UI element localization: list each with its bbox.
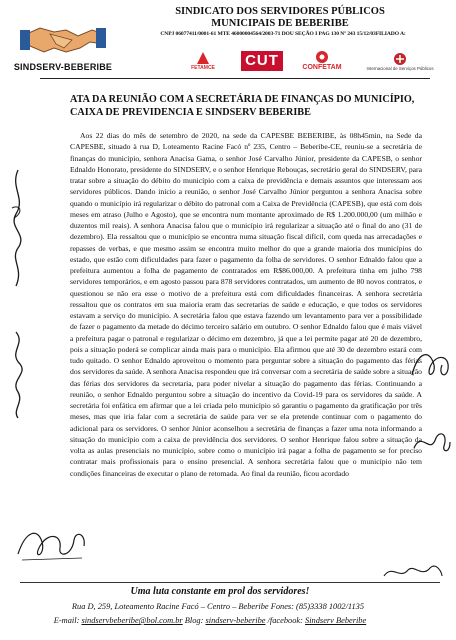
cut-label: CUT	[241, 51, 283, 71]
header-divider	[40, 78, 430, 79]
blog-label: Blog:	[182, 616, 206, 625]
email-label: E-mail:	[53, 616, 82, 625]
document-title: ATA DA REUNIÃO COM A SECRETÁRIA DE FINANÇAS DO MUNICÍPIO, CAIXA DE PREVIDENCIA E SINDSERV BEBERIBE	[70, 94, 415, 118]
organization-title-line-1: SINDICATO DOS SERVIDORES PÚBLICOS	[175, 6, 385, 17]
handshake-icon	[20, 18, 106, 60]
organization-title-line-2: MUNICIPAIS DE BEBERIBE	[211, 18, 349, 29]
logo-text: SINDSERV-BEBERIBE	[13, 62, 113, 72]
confetam-logo	[292, 41, 352, 71]
email-link[interactable]: sindservbeberibe@bol.com.br	[81, 616, 183, 625]
fetamce-label: FETAMCE	[191, 65, 215, 71]
footer-slogan: Uma luta constante em prol dos servidores!	[130, 586, 310, 597]
blog-link[interactable]: sindserv-beberibe	[205, 616, 266, 625]
left-margin-signature	[6, 168, 30, 288]
bottom-left-signature	[12, 520, 92, 568]
organization-title	[130, 6, 430, 30]
document-body: Aos 22 dias do mês de setembro de 2020, na sede da CAPESBE BEBERIBE, às 08h45min, na Sede da CAPESBE, situado à rua D, Loteamento Racine Facó nº 235, Centro – Beberibe-CE, reuniu-se a secretária de finanças do município, senhora Anacisa Gama, o senhor José Carvalho Júnior, presidente da CAPESB, o senhor Ednaldo Honorato, presidente do SINDSERV, e o senhor Henrique Rebouças, secretário geral do SINDSERV, para tratar sobre a situação do débito do município com a caixa de previdência e demais assuntos que interessam aos servidores públicos. Dando início a reunião, o senhor José Carvalho Júnior perguntou a senhora Anacisa sobre quando o município irá regularizar o débito do patronal com a Caixa de Previdência (CAPESB), que está com dois meses em atraso (Julho e Agosto), que se encontra num montante aproximado de R$ 1.200.000,00 (um milhão e duzentos mil reais). A senhora Anacisa falou que o município irá regularizar a situação até o final do ano (31 de dezembro). Ela ressaltou que o município se encontra numa situação fiscal difícil, com queda nas arrecadações e repasses de verbas, e que mesmo assim se encontra muito melhor do que a grande maioria dos municípios do estado, que estão com dificuldades para fazer o pagamento da folha de servidores. O senhor Ednaldo falou que a prefeitura aumentou a folha de pagamento de contratados em R$86.000,00. A prefeitura tinha em julho 798 servidores temporários, e em agosto passou para 878 servidores contratados, um aumento de 80 novos contratos, e questionou se não era esse o motivo de a prefeitura está com dificuldades financeiras. A senhora secretária ressaltou que os contratos em sua maioria eram das secretarias de saúde e educação, e que todos os servidores estavam a serviço do município. A secretária falou que estava fazendo um levantamento para ver a possibilidade de fazer o pagamento da metade do décimo terceiro salário em outubro. O senhor Ednaldo falou que é mais viável a prefeitura pagar o patronal e regularizar o décimo em dezembro, já que a lei permite pagar até 20 de dezembro, pois a situação poderá se complicar ainda mais para o município. Ela afirmou que até 30 de dezembro estará com tudo quitado. O senhor Ednaldo aproveitou o momento para perguntar sobre a situação do pagamento das férias dos servidores da saúde. A senhora Anacisa respondeu que irá conversar com a secretária de saúde sobre a situação das férias dos servidores da secretaria, para poder nivelar a situação do pagamento das férias. Continuando a reunião, o senhor Ednaldo perguntou sobre a situação do incentivo da Covid-19 para os servidores da saúde. A secretária foi enfática em afirmar que a lei criada pelo município só garantiu o pagamento da gratificação por três meses, mas que iria falar com a secretária de saúde para ver se ela pretende continuar com o pagamento do adicional para os servidores. O senhor Júnior aconselhou a secretária de finanças a fazer uma nota informando a situação do município com a caixa de previdência dos servidores. O senhor Henrique falou sobre a situação da volta as aulas presenciais no município, sobre como o município irá pagar a folha de pagamento se for preciso contratar mais profissionais para o ensino presencial. A senhora secretária falou que o município não tem condições financeiras de executar o plano de retomada. Ao final da reunião, ficou acordado	[70, 131, 422, 478]
facebook-link[interactable]: Sindserv Beberibe	[305, 616, 367, 625]
cnpj-line: CNPJ 06077411/0001-61 MTE 46000004564/2003-71 DOU SEÇÃO I PAG 130 Nº 243 15/12/03FILIADO A:	[160, 31, 406, 37]
right-margin-signature	[408, 345, 454, 385]
facebook-label: /facebook:	[265, 616, 306, 625]
sindserv-logo	[8, 18, 118, 76]
footer-divider	[20, 582, 440, 583]
isp-label: Internacional de Serviços Públicos	[366, 66, 434, 71]
footer-contact	[30, 616, 390, 625]
cut-logo	[238, 41, 286, 71]
left-margin-initials	[6, 330, 30, 420]
footer-address: Rua D, 259, Loteamento Racine Facó – Centro – Beberibe Fones: (85)3338 1002/1135	[71, 602, 365, 611]
confetam-emblem-icon	[314, 50, 330, 64]
isp-logo	[360, 41, 440, 71]
bottom-right-signature	[380, 560, 446, 584]
isp-emblem-icon	[393, 52, 407, 66]
fetamce-emblem-icon	[196, 51, 210, 65]
right-margin-initials	[410, 428, 452, 458]
fetamce-logo	[180, 41, 226, 71]
confetam-label: CONFETAM	[302, 64, 342, 71]
affiliate-logos	[180, 41, 450, 71]
